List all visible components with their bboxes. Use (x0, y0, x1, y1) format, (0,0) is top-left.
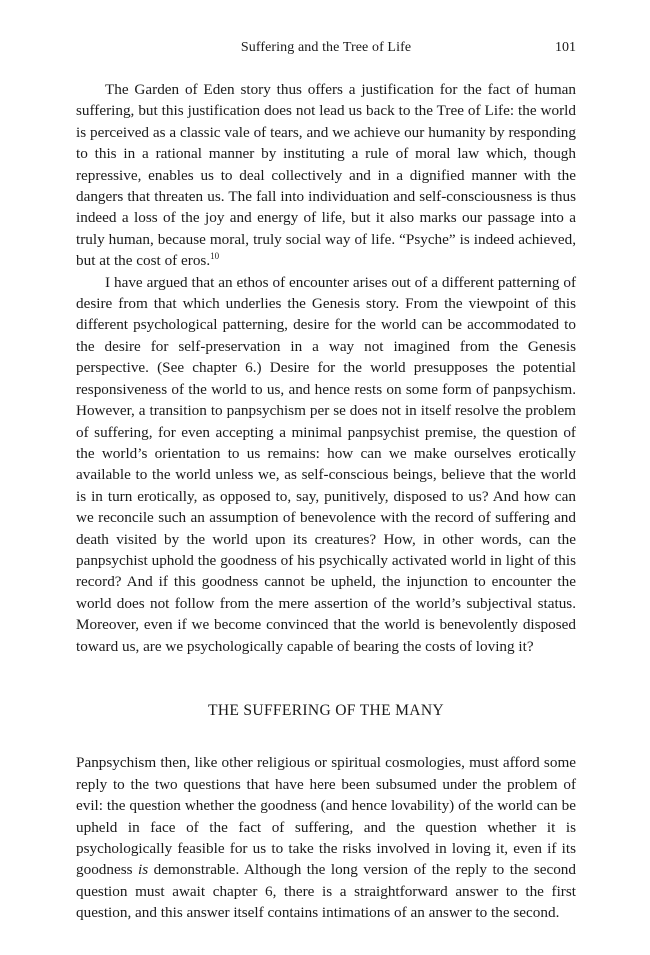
page-number: 101 (555, 40, 576, 55)
body-text (76, 79, 576, 924)
paragraph-1-text: The Garden of Eden story thus offers a justification for the fact of human suffering, but this justification does not lead us back to the Tree of Life: the world is perceived as a classic vale of tears, and we achieve our humanity by responding to this in a rational manner by instituting a rule of moral law which, though repressive, enables us to deal collectively and in a dignified manner with the dangers that threaten us. The fall into individuation and self-consciousness is thus indeed a loss of the joy and energy of life, but it also marks our passage into a truly human, because moral, truly social way of life. “Psyche” is indeed achieved, but at the cost of eros. (76, 81, 576, 270)
paragraph-3-text-end: demonstrable. Although the long version of the reply to the second question must await chapter 6, there is a straightforward answer to the first question, and this answer itself contains intimations of an answer to the second. (76, 861, 576, 922)
paragraph-3-text-start: Panpsychism then, like other religious or spiritual cosmologies, must afford some reply to the two questions that have here been subsumed under the problem of evil: the question whether the goodness (and hence lovability) of the world can be upheld in face of the fact of suffering, and the question whether it is psychologically feasible for us to take the risks involved in loving it, even if its goodness (76, 754, 576, 879)
paragraph-1 (76, 79, 576, 272)
paragraph-2: I have argued that an ethos of encounter arises out of a different patterning of desire from that which underlies the Genesis story. From the viewpoint of this different psychological patterning, desire for the world can be accommodated to the desire for self-preservation in a way not imagined from the Genesis perspective. (See chapter 6.) Desire for the world presupposes the potential responsiveness of the world to us, and hence rests on some form of panpsychism. However, a transition to panpsychism per se does not in itself resolve the problem of suffering, for even accepting a minimal panpsychist premise, the question of the world’s orientation to us remains: how can we make ourselves erotically available to the world unless we, as self-conscious beings, believe that the world is in turn erotically, as opposed to, say, punitively, disposed to us? And how can we reconcile such an assumption of benevolence with the record of suffering and death visited by the world upon its creatures? How, in other words, can the panpsychist uphold the goodness of his psychically activated world in light of this record? And if this goodness cannot be upheld, the injunction to encounter the world does not follow from the mere assertion of the world’s subjectival status. Moreover, even if we become convinced that the world is benevolently disposed toward us, are we psychologically capable of bearing the costs of loving it? (76, 273, 576, 655)
section-heading: THE SUFFERING OF THE MANY (208, 701, 444, 719)
running-head-title: Suffering and the Tree of Life (240, 40, 412, 55)
paragraph-3-emphasis: is (138, 861, 149, 879)
running-head (76, 40, 576, 62)
book-page (76, 40, 576, 924)
footnote-marker: 10 (210, 251, 220, 262)
paragraph-3 (76, 752, 576, 923)
